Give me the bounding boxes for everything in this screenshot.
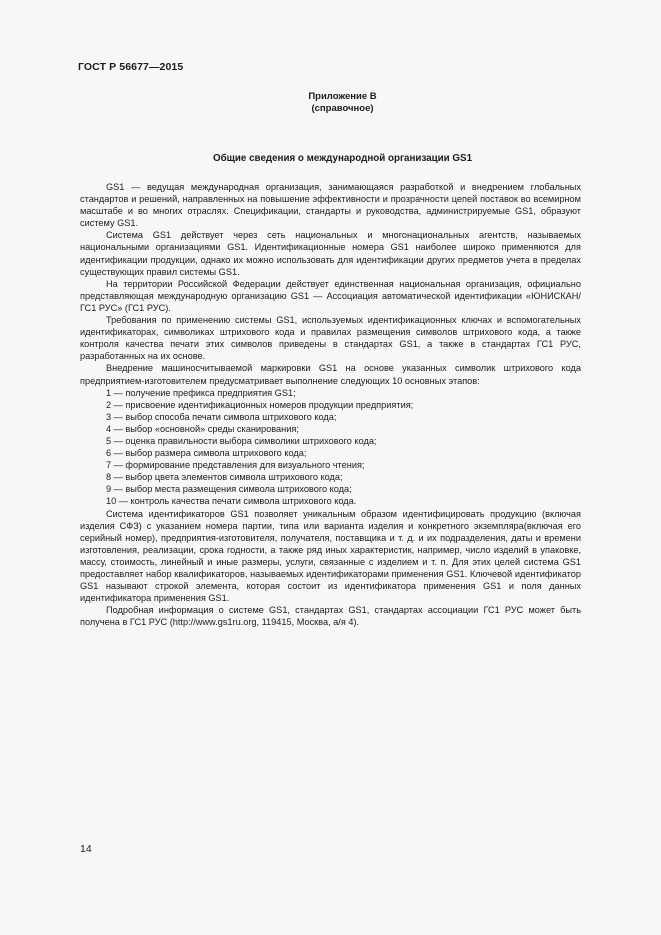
list-item: 1 — получение префикса предприятия GS1; — [106, 387, 296, 398]
paragraph: На территории Российской Федерации действует единственная национальная организация, официально представляющая международную организацию GS1 — Ассоциация автоматической идентификации «ЮНИСКАН/ГС1 РУС» (ГС1 РУС). — [80, 278, 581, 313]
list-item: 3 — выбор способа печати символа штрихового кода; — [106, 411, 337, 422]
appendix-subtitle: (справочное) — [311, 103, 374, 114]
section-title: Общие сведения о международной организации GS1 — [212, 153, 473, 164]
list-item: 2 — присвоение идентификационных номеров продукции предприятия; — [106, 399, 414, 410]
list-item: 6 — выбор размера символа штрихового кода; — [106, 448, 307, 459]
paragraph: Система GS1 действует через сеть национальных и многонациональных агентств, называемых национальными организациями GS1. Идентификационные номера GS1 наиболее широко применяются для идентификации продукции, однако их можно использовать для идентификации других предметов учета в пределах существующих правил системы GS1. — [80, 230, 581, 277]
list-item: 4 — выбор «основной» среды сканирования; — [106, 423, 299, 434]
paragraph: Система идентификаторов GS1 позволяет уникальным образом идентифицировать продукцию (включая изделия СФЗ) с указанием номера партии, типа или варианта изделия и конкретного экземпляра(включая его серийный номер), предприятия-изготовителя, получателя, поставщика и т. д. и их подразделения, даты и времени изготовления, реализации, срока годности, а также ряд иных характеристик, например, число изделий в упаковке, массу, стоимость, линейный и иные размеры, услуги, связанные с изделием и т. п. Для этих целей система GS1 предоставляет набор квалификаторов, называемых идентификаторами применения GS1. Ключевой идентификатор GS1 называют строкой элемента, которая состоит из идентификатора применения GS1 и поля данных идентификатора применения GS1. — [80, 508, 581, 604]
paragraph: GS1 — ведущая международная организация, занимающаяся разработкой и внедрением глобальных стандартов и решений, направленных на повышение эффективности и прозрачности цепей поставок во всемирном масштабе и во многих отраслях. Спецификации, стандарты и руководства, администрируемые GS1, образуют систему GS1. — [80, 182, 581, 229]
list-item: 9 — выбор места размещения символа штрихового кода; — [106, 484, 352, 495]
list-item: 10 — контроль качества печати символа штрихового кода. — [106, 496, 357, 507]
list-item: 5 — оценка правильности выбора символики штрихового кода; — [106, 435, 377, 446]
list-item: 7 — формирование представления для визуального чтения; — [106, 460, 365, 471]
document-body — [80, 181, 581, 628]
paragraph: Внедрение машиносчитываемой маркировки GS1 на основе указанных символик штрихового кода предприятием-изготовителем предусматривает выполнение следующих 10 основных этапов: — [80, 363, 581, 386]
paragraph: Требования по применению системы GS1, используемых идентификационных ключах и вспомогательных идентификаторах, символиках штрихового кода и правилах размещения символов штрихового кода, а также контроля качества печати этих символов приведены в стандартах GS1, а также в стандартах ГС1 РУС, разработанных на их основе. — [80, 315, 581, 362]
page-number: 14 — [80, 843, 92, 855]
document-header: ГОСТ Р 56677—2015 — [78, 61, 184, 73]
list-item: 8 — выбор цвета элементов символа штрихового кода; — [106, 472, 343, 483]
appendix-heading — [0, 91, 661, 115]
steps-list — [80, 387, 581, 508]
paragraph: Подробная информация о системе GS1, стандартах GS1, стандартах ассоциации ГС1 РУС может быть получена в ГС1 РУС (http://www.gs1ru.org, 119415, Москва, а/я 4). — [80, 605, 581, 628]
appendix-title: Приложение В — [308, 91, 377, 102]
